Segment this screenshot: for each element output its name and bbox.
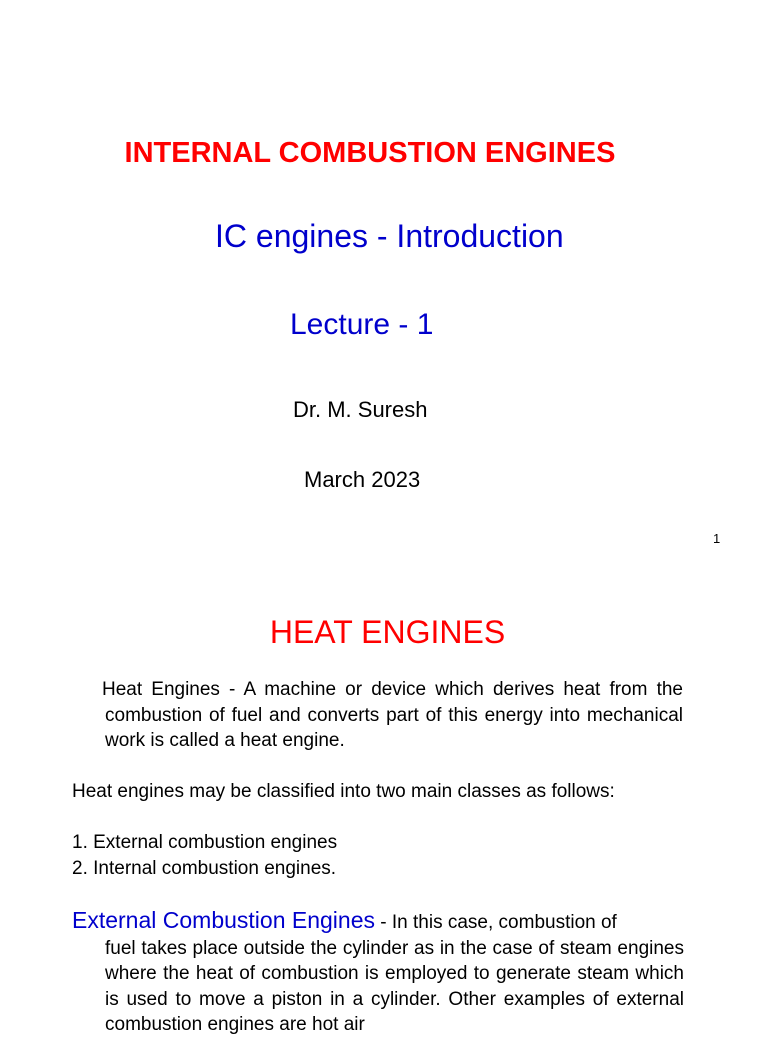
external-combustion-section: [72, 908, 684, 1038]
classification-intro: Heat engines may be classified into two main classes as follows:: [72, 781, 615, 802]
list-item: 2. Internal combustion engines.: [72, 857, 337, 879]
external-combustion-heading-line: [72, 908, 684, 936]
lecture-date: March 2023: [304, 467, 421, 492]
engine-class-list: [72, 830, 337, 881]
external-combustion-heading: External Combustion Engines: [72, 907, 375, 933]
external-combustion-lead: - In this case, combustion of: [375, 912, 617, 933]
page-number: 1: [713, 531, 721, 546]
section-title: HEAT ENGINES: [269, 614, 506, 650]
lecture-number: Lecture - 1: [290, 308, 434, 341]
slide-title: INTERNAL COMBUSTION ENGINES: [124, 137, 616, 169]
external-combustion-body: fuel takes place outside the cylinder as in the case of steam engines where the heat of combustion is employed to generate steam which is used to move a piston in a cylinder. Other examples of external combustion engines are hot air: [105, 937, 684, 1035]
list-item: 1. External combustion engines: [72, 832, 338, 853]
slide-subtitle: IC engines - Introduction: [215, 218, 564, 254]
heat-engine-definition: Heat Engines - A machine or device which derives heat from the combustion of fuel and converts part of this energy into mechanical work is called a heat engine.: [102, 679, 683, 751]
author-name: Dr. M. Suresh: [293, 397, 428, 422]
